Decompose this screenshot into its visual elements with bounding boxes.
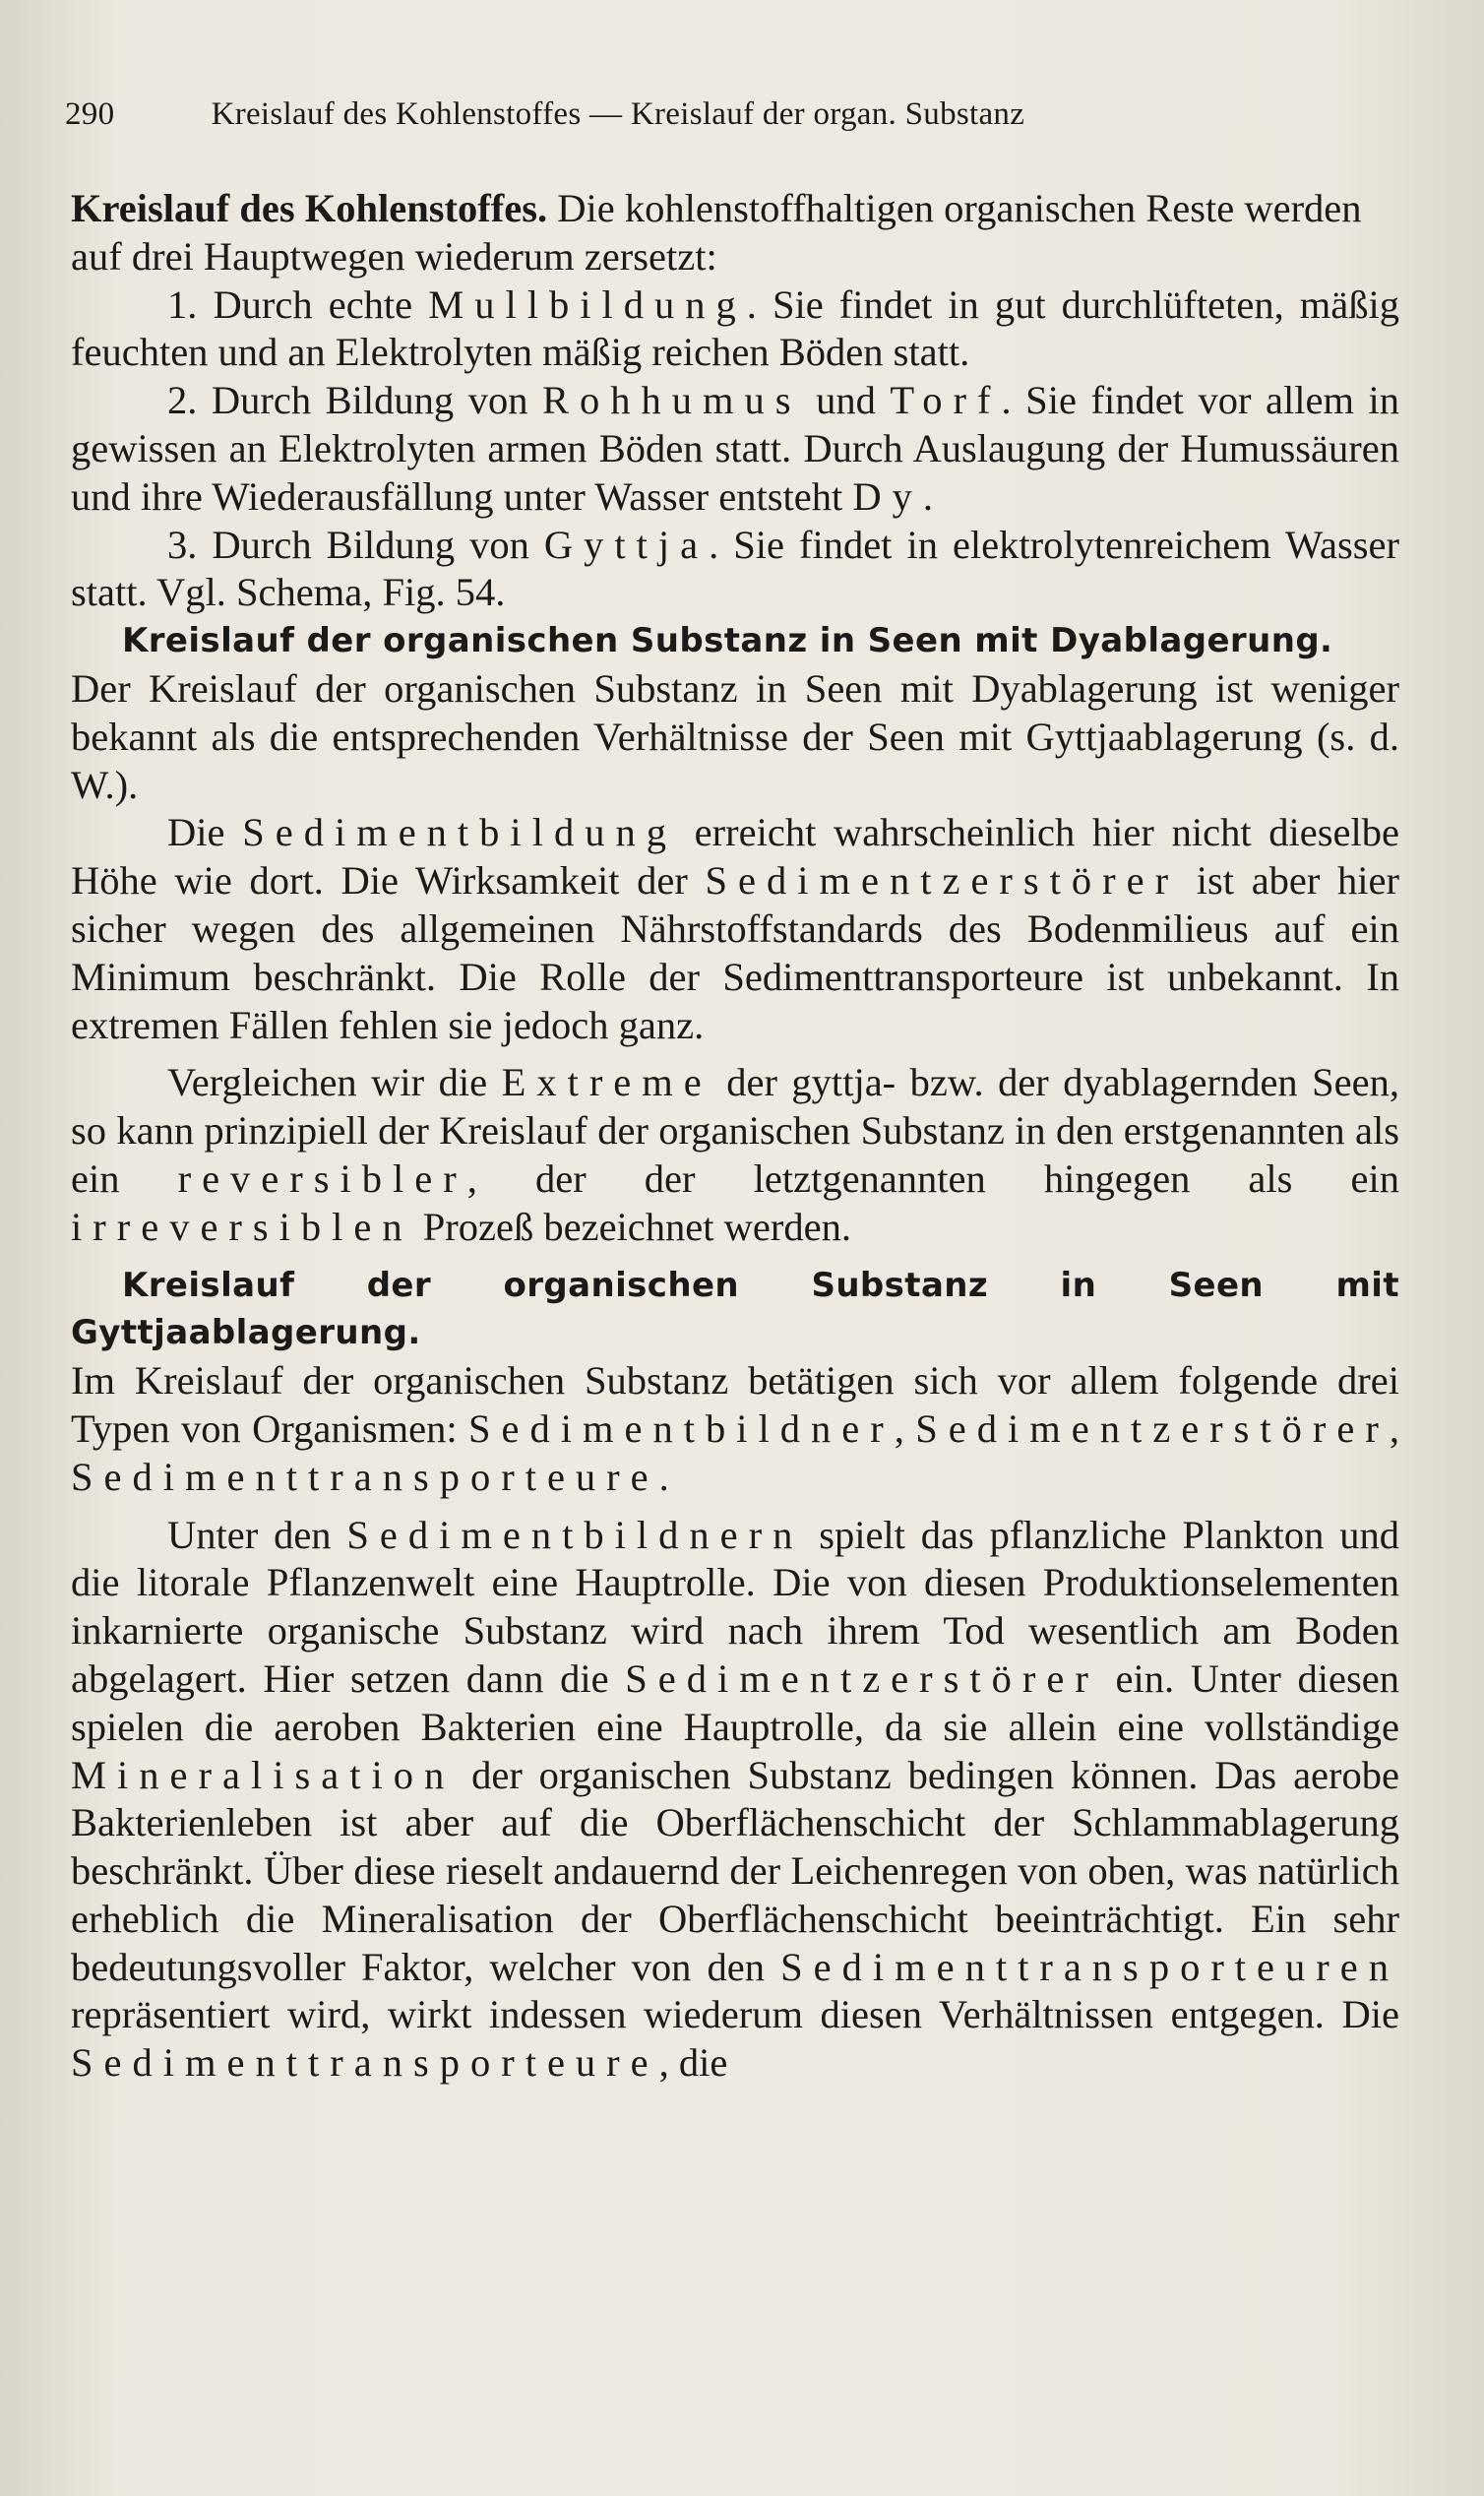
spaced-term: Mineralisation <box>71 1752 456 1797</box>
text-run: , der der letztgenannten hingegen als ein <box>466 1155 1400 1201</box>
text-run: , <box>894 1405 916 1451</box>
running-header <box>65 96 1266 133</box>
text-run: repräsentiert wird, wirkt indessen wiederum diesen Verhältnissen entgegen. Die <box>71 1992 1399 2037</box>
text-run: Vergleichen wir die <box>167 1060 502 1105</box>
paragraph-dy-intro: Der Kreislauf der organischen Substanz in Seen mit Dyablagerung ist weniger bekannt als die entsprechenden Verhältnisse der Seen mit Gyttjaablagerung (s. d. W.). <box>71 665 1399 807</box>
text-run: . Sie findet in gut durchlüfteten, mäßig feuchten und an Elektrolyten mäßig reichen Böden statt. <box>71 281 1399 375</box>
text-run: . <box>658 1454 669 1499</box>
text-run: , <box>1389 1405 1400 1451</box>
section-heading-carbon: Kreislauf des Kohlenstoffes. <box>71 186 548 230</box>
spaced-term: Sedimentbildner <box>468 1405 895 1451</box>
spaced-term: Mullbildung <box>428 281 747 327</box>
spaced-term: Rohhumus <box>542 378 802 423</box>
spaced-term: Sedimentbildnern <box>346 1512 804 1557</box>
spaced-term: Sedimentzerstörer <box>625 1655 1099 1701</box>
text-run: 1. Durch echte <box>167 281 429 327</box>
spaced-term: Sedimenttransporteuren <box>780 1944 1399 1989</box>
paragraph-organism-types <box>71 1357 1399 1501</box>
spaced-term: Sedimenttransporteure <box>71 1454 659 1499</box>
spaced-term: Sedimentzerstörer <box>915 1405 1390 1451</box>
text-run: und <box>801 378 891 423</box>
spaced-term: Torf <box>890 378 1002 423</box>
text-run: der gyttja- bzw. der dyablagernden Seen, so kann prinzipiell der Kreislauf der organischen Substanz in den erstgenannten als ein <box>71 1060 1399 1201</box>
text-run: . Sie findet vor allem in gewissen an Elektrolyten armen Böden statt. Durch Auslaugung der Humussäuren und ihre Wiederausfällung unter Wasser entsteht <box>71 378 1399 519</box>
text-run: . Sie findet in elektrolytenreichem Wasser statt. Vgl. Schema, Fig. 54. <box>71 522 1399 615</box>
spaced-term: irreversiblen <box>71 1204 413 1249</box>
text-run: ist aber hier sicher wegen des allgemeinen Nährstoffstandards des Bodenmilieus auf ein Minimum beschränkt. Die Rolle der Sedimenttransporteure ist unbekannt. In extremen Fällen fehlen sie jedoch ganz. <box>71 858 1399 1047</box>
spaced-term: Sedimentbildung <box>242 810 677 855</box>
list-item-2 <box>71 377 1399 521</box>
text-run: . <box>922 473 934 519</box>
list-item-1 <box>71 281 1399 378</box>
running-title: Kreislauf des Kohlenstoffes — Kreislauf der organ. Substanz <box>211 96 1025 132</box>
text-run: der organischen Substanz bedingen können. Das aerobe Bakterienleben ist aber auf die Oberflächenschicht der Schlammablagerung beschränkt. Über diese rieselt andauernd der Leichenregen von oben, was natürlich erheblich die Mineralisation der Oberflächenschicht beeinträchtigt. Ein sehr bedeutungsvoller Faktor, welcher von den <box>71 1752 1399 1989</box>
paragraph-extremes <box>71 1059 1399 1251</box>
paragraph-text: Die kohlenstoffhaltigen organischen Reste werden auf drei Hauptwegen wiederum zersetzt: <box>71 186 1362 279</box>
text-run: 3. Durch Bildung von <box>167 522 544 567</box>
section-heading-dy: Kreislauf der organischen Substanz in Seen mit Dyablagerung. <box>122 621 1333 661</box>
spaced-term: Dy <box>852 473 923 519</box>
spaced-term: Sedimentzerstörer <box>705 858 1180 904</box>
paragraph-sediment <box>71 809 1399 1049</box>
text-run: , die <box>658 2040 728 2086</box>
spaced-term: reversibler <box>177 1155 467 1201</box>
text-run: 2. Durch Bildung von <box>167 378 543 423</box>
body-text <box>71 185 1399 2088</box>
paragraph-sediment-builders <box>71 1512 1399 2089</box>
text-run: Im Kreislauf der organischen Substanz betätigen sich vor allem folgende drei Typen von Organismen: <box>71 1358 1399 1451</box>
spaced-term: Sedimenttransporteure <box>71 2040 659 2086</box>
list-item-3 <box>71 522 1399 618</box>
text-run: Die <box>167 810 243 855</box>
text-run: erreicht wahrscheinlich hier nicht dieselbe Höhe wie dort. Die Wirksamkeit der <box>71 810 1399 904</box>
text-run: spielt das pflanzliche Plankton und die litorale Pflanzenwelt eine Hauptrolle. Die von diesen Produktionselementen inkarnierte organische Substanz wird nach ihrem Tod wesentlich am Boden abgelagert. Hier setzen dann die <box>71 1512 1399 1701</box>
section-heading-gyttja: Kreislauf der organischen Substanz in Seen mit Gyttjaablagerung. <box>71 1265 1399 1353</box>
text-run: Prozeß bezeichnet werden. <box>412 1204 851 1249</box>
text-run: ein. Unter diesen spielen die aeroben Bakterien eine Hauptrolle, da sie allein eine vollständige <box>71 1655 1399 1749</box>
spaced-term: Extreme <box>501 1060 712 1105</box>
spaced-term: Gyttja <box>543 522 710 567</box>
text-run: Unter den <box>167 1512 347 1557</box>
page-number: 290 <box>65 96 115 132</box>
